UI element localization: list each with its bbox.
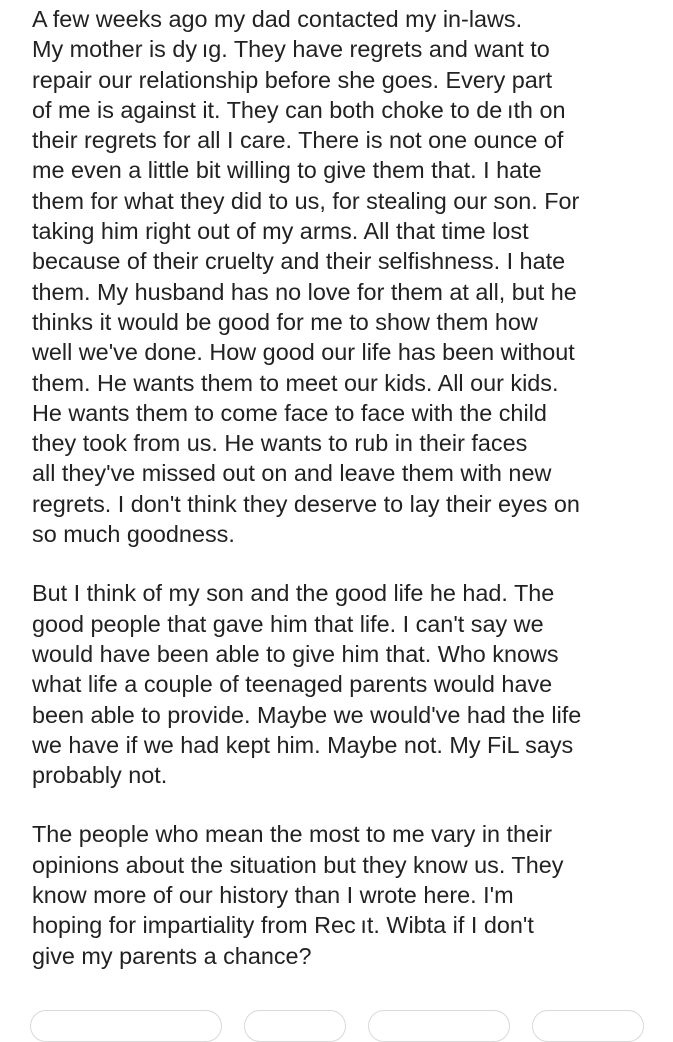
post-text-line: them. He wants them to meet our kids. All our kids. — [32, 369, 559, 396]
post-text-line: know more of our history than I wrote here. I'm — [32, 882, 514, 909]
post-text-line: because of their cruelty and their selfishness. I hate — [32, 248, 566, 275]
action-bar — [0, 1010, 673, 1024]
post-text-line: hoping for impartiality from Rec ıt. Wibta if I don't — [32, 912, 534, 939]
action-chip[interactable] — [532, 1010, 644, 1042]
post-text-line: probably not. — [32, 762, 168, 789]
post-text-line: He wants them to come face to face with the child — [32, 399, 547, 426]
post-text-line: all they've missed out on and leave them with new — [32, 460, 552, 487]
post-text-line: would have been able to give him that. Who knows — [32, 640, 559, 667]
paragraph-gap — [32, 790, 668, 819]
post-text-line: me even a little bit willing to give them that. I hate — [32, 157, 542, 184]
post-text-line: give my parents a chance? — [32, 942, 312, 969]
post-text-line: opinions about the situation but they know us. They — [32, 851, 564, 878]
post-text-line: repair our relationship before she goes. Every part — [32, 66, 553, 93]
post-text-line: they took from us. He wants to rub in their faces — [32, 430, 528, 457]
action-chip[interactable] — [30, 1010, 222, 1042]
post-text-line: taking him right out of my arms. All that time lost — [32, 218, 529, 245]
post-text-line: good people that gave him that life. I can't say we — [32, 610, 544, 637]
post-paragraph — [32, 4, 668, 549]
post-text-line: them. My husband has no love for them at all, but he — [32, 278, 577, 305]
post-text-line: thinks it would be good for me to show them how — [32, 308, 538, 335]
paragraph-gap — [32, 549, 668, 578]
post-text-line: what life a couple of teenaged parents would have — [32, 671, 553, 698]
post-text-line: so much goodness. — [32, 521, 235, 548]
post-paragraph — [32, 819, 668, 970]
post-text-line: we have if we had kept him. Maybe not. My FiL says — [32, 731, 574, 758]
post-text-line: of me is against it. They can both choke to de ıth on — [32, 96, 566, 123]
post-text-line: But I think of my son and the good life he had. The — [32, 580, 555, 607]
post-text-line: their regrets for all I care. There is not one ounce of — [32, 127, 564, 154]
post-text-line: regrets. I don't think they deserve to lay their eyes on — [32, 490, 580, 517]
action-chip[interactable] — [368, 1010, 510, 1042]
post-text-line: My mother is dy ıg. They have regrets and want to — [32, 36, 550, 63]
post-text-line: The people who mean the most to me vary in their — [32, 821, 553, 848]
post-text-line: A few weeks ago my dad contacted my in-laws. — [32, 6, 523, 32]
post-text-line: well we've done. How good our life has been without — [32, 339, 575, 366]
post-body — [32, 4, 668, 971]
post-paragraph — [32, 578, 668, 790]
post-text-line: them for what they did to us, for stealing our son. For — [32, 187, 580, 214]
action-chip[interactable] — [244, 1010, 346, 1042]
post-text-line: been able to provide. Maybe we would've had the life — [32, 701, 582, 728]
